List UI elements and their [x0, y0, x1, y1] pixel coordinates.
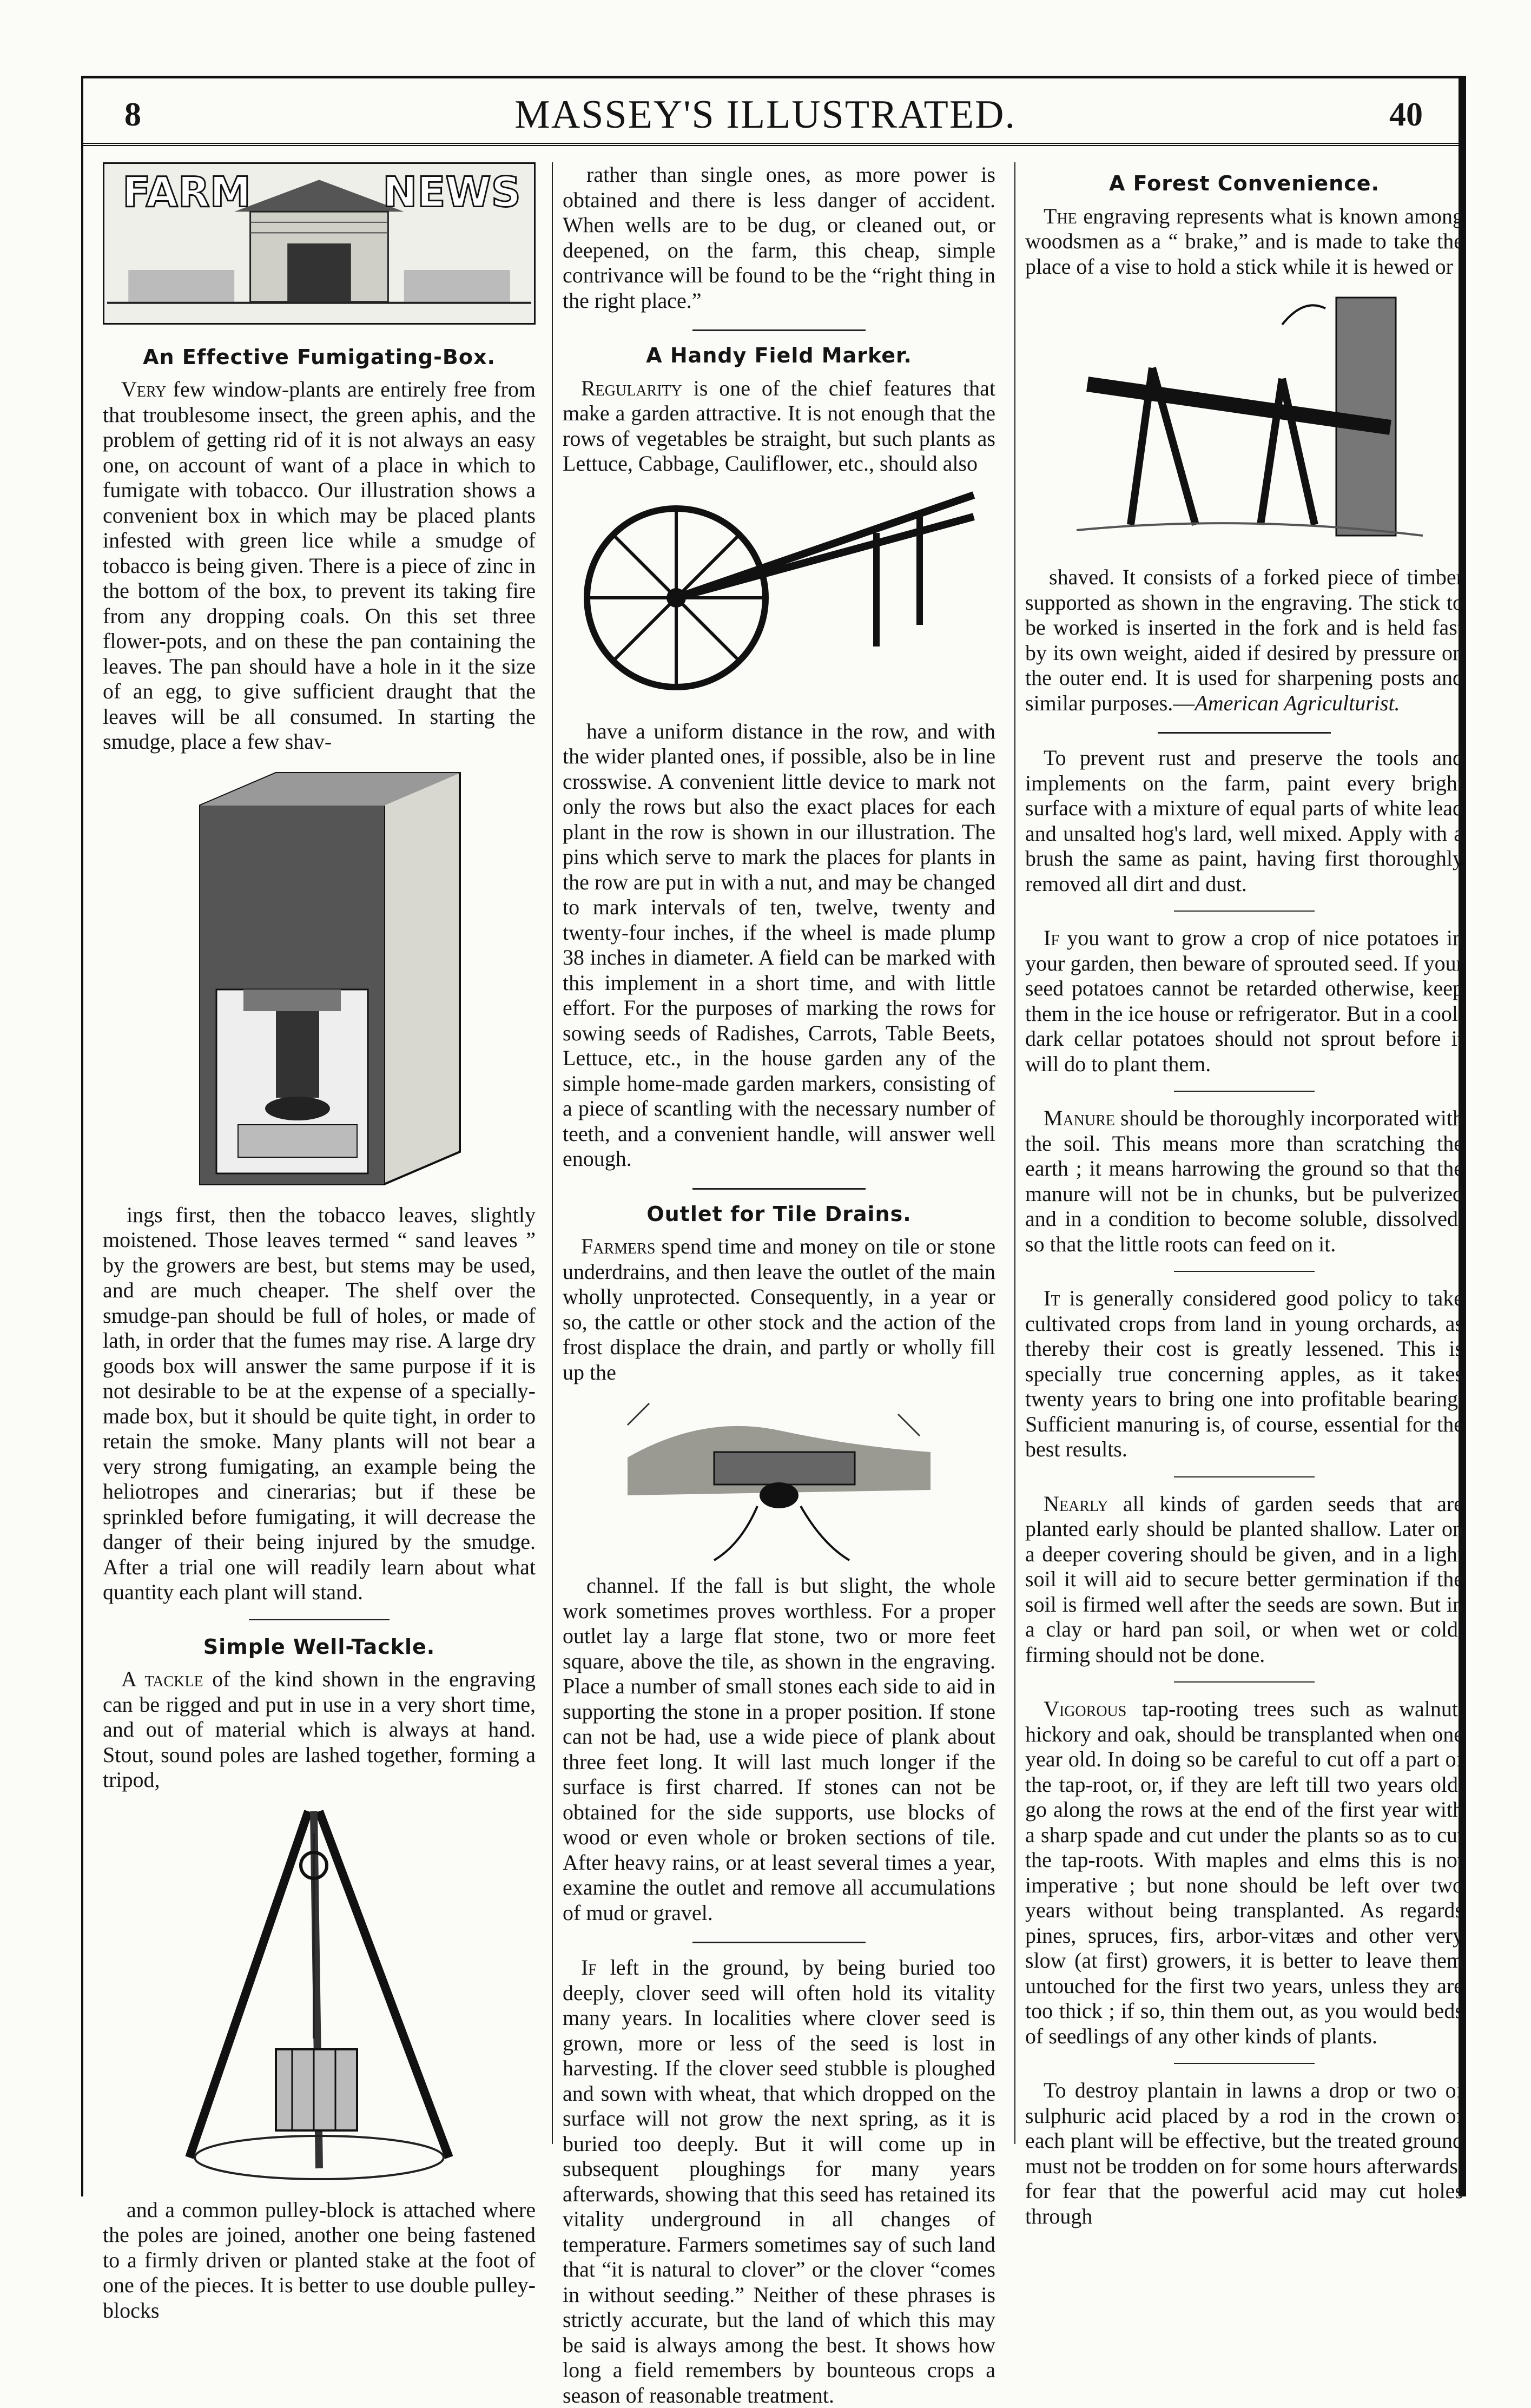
paragraph-field-marker-1: Regularity is one of the chief features that make a garden attractive. It is not enough that the rows of vegetables be straight, but such plants as Lettuce, Cabbage, Cauliflower, etc., should also: [563, 375, 995, 476]
column-3: [1025, 162, 1463, 2228]
section-divider: [1174, 1271, 1315, 1272]
heading-tile-drains: Outlet for Tile Drains.: [646, 1202, 912, 1226]
paragraph-tap-rooting: Vigorous tap-rooting trees such as walnut, hickory and oak, should be transplanted when one year old. In doing so be careful to cut off a part of the tap-root, or, if they are left till two years old, go along the rows at the end of the first year with a sharp spade and cut under the plants so as to cut the tap-roots. With maples and elms this is not imperative ; but none should be left over two years without being transplanted. As regards pines, spruces, firs, arbor-vitæs and other very slow (at first) growers, it is better to leave them untouched for the first two years, unless they are too thick ; if so, thin them out, as you would beds of seedlings of any other kinds of plants.: [1025, 1697, 1463, 2048]
column-rule-2: [1014, 162, 1015, 2144]
banner-word-farm: FARM: [122, 168, 251, 217]
paragraph-field-marker-2: have a uniform distance in the row, and with the wider planted ones, if possible, also be in line crosswise. A convenient little device to mark not only the rows but also the exact places for each plant in the row is shown in our illustration. The pins which serve to mark the places for plants in the row are put in with a nut, and may be changed to mark intervals of ten, twelve, twenty and twenty-four inches, if the wheel is made plump 38 inches in diameter. A field can be marked with this implement in a short time, and with little effort. For the purposes of marking the rows for sowing seeds of Radishes, Carrots, Table Beets, Lettuce, etc., in the house garden any of the simple home-made garden markers, consisting of a piece of scantling with the necessary number of teeth, and a convenient handle, will answer well enough.: [563, 718, 995, 1171]
well-tackle-illustration: [157, 1800, 481, 2190]
paragraph-orchards: It is generally considered good policy to take cultivated crops from land in young orchards, as thereby their cost is greatly lessened. This is specially true concerning apples, as it takes twenty years to bring one into profitable bearing. Sufficient manuring is, of course, essential for the best results.: [1025, 1286, 1463, 1461]
column-1: [103, 162, 536, 2323]
paragraph-fumigating-1: Very few window-plants are entirely free from that troublesome insect, the green aphis, and the problem of getting rid of it is not always an easy one, on account of want of a place in which to fumigate with tobacco. Our illustration shows a convenient box in which may be placed plants infested with green lice while a smudge of tobacco is being given. There is a piece of zinc in the bottom of the box, to prevent its taking fire from any dropping coals. On this set three flower-pots, and on these the pan containing the leaves. The pan should have a hole in it the size of an egg, to give sufficient draught that the leaves will be all consumed. In starting the smudge, place a few shav-: [103, 377, 536, 754]
paragraph-forest-2: shaved. It consists of a forked piece of timber supported as shown in the engraving. The stick to be worked is inserted in the fork and is held fast by its own weight, aided if desired by pressure on the outer end. It is used for sharpening posts and similar purposes.—American Agriculturist.: [1025, 565, 1463, 715]
section-divider: [1174, 2063, 1315, 2064]
paragraph-manure: Manure should be thoroughly incorporated with the soil. This means more than scratching the earth ; it means harrowing the ground so that the manure will not be in chunks, but be pulverized and in a condition to become soluble, dissolved, so that the little roots can feed on it.: [1025, 1106, 1463, 1256]
section-divider: [1174, 911, 1315, 912]
farm-news-banner: [103, 162, 536, 325]
page-header: [81, 87, 1466, 146]
paragraph-tile-drains-1: Farmers spend time and money on tile or stone underdrains, and then leave the outlet of the main wholly unprotected. Consequently, in a year or so, the cattle or other stock and the action of the frost displace the drain, and partly or wholly fill up the: [563, 1234, 995, 1384]
section-divider: [692, 1188, 866, 1190]
paragraph-well-tackle-3: rather than single ones, as more power is obtained and there is less danger of accident. When wells are to be dug, or cleaned out, or deepened, on the farm, this cheap, simple contrivance will be found to be the “right thing in the right place.”: [563, 162, 995, 313]
paragraph-clover-seed: If left in the ground, by being buried too deeply, clover seed will often hold its vitality many years. In localities where clover seed is grown, more or less of the seed is lost in harvesting. If the clover seed stubble is ploughed and sown with wheat, that which dropped on the surface will not grow the next spring, as it is buried too deeply. But it will come up in subsequent ploughings for many years afterwards, showing that this seed has retained its vitality underground in all changes of temperature. Farmers sometimes say of such land that “it is natural to clover” or the clover “comes in without seeding.” Neither of these phrases is strictly accurate, but the land of which this may be said is always among the best. It shows how long a field remembers by bounteous crops a season of reasonable treatment.: [563, 1955, 995, 2407]
column-rule-1: [552, 162, 553, 2144]
paragraph-well-tackle-2: and a common pulley-block is attached where the poles are joined, another one being fastened to a firmly driven or planted stake at the foot of one of the pieces. It is better to use double pulley-blocks: [103, 2197, 536, 2323]
field-marker-illustration: [573, 484, 985, 711]
paragraph-forest-1: The engraving represents what is known among woodsmen as a “ brake,” and is made to take the place of a vise to hold a stick while it is hewed or: [1025, 203, 1463, 279]
paragraph-potatoes: If you want to grow a crop of nice potatoes in your garden, then beware of sprouted seed. If your seed potatoes cannot be retarded otherwise, keep them in the ice house or refrigerator. But in a cool, dark cellar potatoes should not sprout before it will do to plant them.: [1025, 926, 1463, 1076]
paragraph-fumigating-2: ings first, then the tobacco leaves, slightly moistened. Those leaves termed “ sand leaves ” by the growers are best, but stems may be used, and are much cheaper. The shelf over the smudge-pan should be full of holes, or made of lath, in order that the fumes may rise. A large dry goods box will answer the same purpose if it is not desirable to be at the expense of a specially-made box, but it should be quite tight, in order to retain the smoke. Many plants will not bear a very strong fumigating, an example being the heliotropes and cinerarias; but if these be sprinkled before fumigating, it will decrease the danger of their being injured by the smudge. After a trial one will readily learn about what quantity each plant will stand.: [103, 1202, 536, 1604]
banner-word-news: NEWS: [382, 168, 521, 217]
section-divider: [249, 1619, 390, 1620]
section-divider: [1174, 1091, 1315, 1092]
section-divider: [692, 329, 866, 331]
section-divider: [1158, 732, 1331, 734]
fumigating-box-illustration: [168, 762, 471, 1195]
paragraph-plantain: To destroy plantain in lawns a drop or two of sulphuric acid placed by a rod in the crown of each plant will be effective, but the treated ground must not be trodden on for some hours afterwards, for fear that the powerful acid may cut holes through: [1025, 2078, 1463, 2228]
heading-well-tackle: Simple Well-Tackle.: [203, 1634, 435, 1659]
page-title: MASSEY'S ILLUSTRATED.: [514, 92, 1016, 137]
paragraph-garden-seeds: Nearly all kinds of garden seeds that are planted early should be planted shallow. Later on a deeper covering should be given, and in a light soil it will aid to secure better germination if the soil is firmed well after the seeds are sown. But in a clay or hard pan soil, or when wet or cold, firming should not be done.: [1025, 1491, 1463, 1667]
heading-forest-convenience: A Forest Convenience.: [1109, 171, 1380, 195]
paragraph-tile-drains-2: channel. If the fall is but slight, the whole work sometimes proves worthless. For a proper outlet lay a large flat stone, two or more feet square, above the tile, as shown in the engraving. Place a number of small stones each side to aid in supporting the stone in a proper position. If stone can not be had, use a wide piece of plank about three feet long. It will last much longer if the surface is first charred. If stones can not be obtained for the side supports, use blocks of wood or even whole or broken sections of tile. After heavy rains, or at least several times a year, examine the outlet and remove all accumulations of mud or gravel.: [563, 1573, 995, 1925]
section-divider: [692, 1942, 866, 1943]
tile-drain-outlet-illustration: [617, 1393, 941, 1566]
brake-illustration: [1055, 287, 1434, 557]
section-divider: [1174, 1476, 1315, 1477]
section-divider: [1174, 1681, 1315, 1683]
page-number-right: 40: [1389, 96, 1423, 133]
page-number-left: 8: [124, 96, 141, 133]
paragraph-rust: To prevent rust and preserve the tools and implements on the farm, paint every bright surface with a mixture of equal parts of white lead and unsalted hog's lard, well mixed. Apply with a brush the same as paint, having first thoroughly removed all dirt and dust.: [1025, 746, 1463, 896]
heading-fumigating-box: An Effective Fumigating-Box.: [143, 345, 496, 369]
column-2: [563, 162, 995, 2407]
heading-field-marker: A Handy Field Marker.: [646, 344, 912, 367]
paragraph-well-tackle-1: A tackle of the kind shown in the engraving can be rigged and put in use in a very short time, and out of material which is always at hand. Stout, sound poles are lashed together, forming a tripod,: [103, 1667, 536, 1792]
